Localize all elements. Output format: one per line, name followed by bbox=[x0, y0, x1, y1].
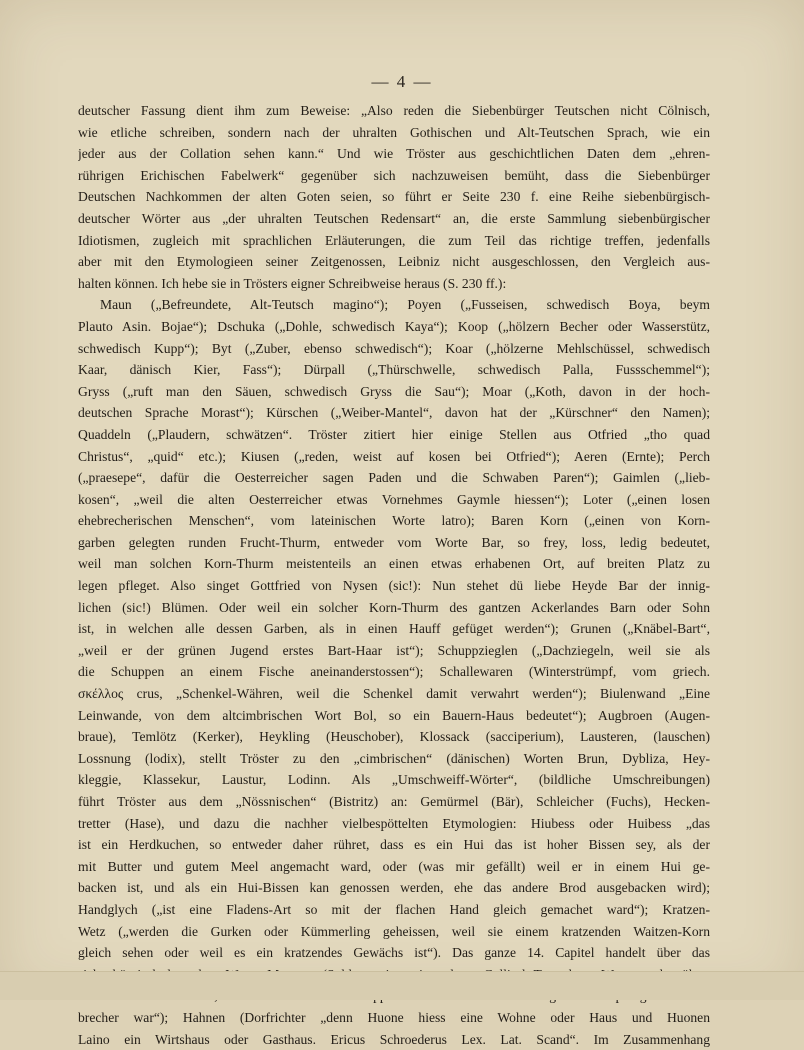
text-line: halten können. Ich hebe sie in Trösters eigner Schreibweise heraus (S. 230 ff.): bbox=[78, 275, 507, 291]
text-line: deutschen Sprache Morast“); Kürschen („Weiber-Mantel“, davon hat der „Kürschner“ den Namen); bbox=[78, 405, 710, 421]
text-line: Lossnung (lodix), stellt Tröster zu den „cimbrischen“ (dänischen) Worten Brun, Dybliza, Hey- bbox=[78, 750, 710, 766]
text-line: rührigen Erichischen Fabelwerk“ gegenüber sich nachzuweisen bemüht, dass die Siebenbürger bbox=[78, 167, 710, 183]
text-line: Christus“, „quid“ etc.); Kiusen („reden, weist auf kosen bei Otfried“); Aeren (Ernte); Perch bbox=[78, 448, 710, 464]
text-line: ehebrecherischen Menschen“, vom lateinischen Worte latro); Baren Korn („einen von Korn- bbox=[78, 513, 710, 529]
text-line: backen ist, und als ein Hui-Bissen kan genossen werden, ehe das andere Brod ausgebacken wird); bbox=[78, 880, 710, 896]
text-line: die Schuppen an einem Fische aneinanderstossen“); Schallewaren (Winterstrümpf, vom griech. bbox=[78, 664, 710, 680]
text-line: wie etliche schreiben, sondern nach der uhralten Gothischen und Alt-Teutschen Sprach, wie ein bbox=[78, 124, 710, 140]
text-line: weil man solchen Korn-Thurm meistenteils an einen etwas erhabenen Ort, auf breiten Platz zu bbox=[78, 556, 710, 572]
text-line: „weil er der grünen Jugend erstes Bart-Haar ist“); Schuppzieglen („Dachziegeln, weil sie als bbox=[78, 642, 710, 658]
text-line: mit Butter und gutem Meel angemacht ward, oder (was mir gefällt) weil er in einem Hui ge- bbox=[78, 858, 710, 874]
text-line: Wetz („werden die Gurken oder Kümmerling geheissen, weil sie einem kratzenden Waitzen-Korn bbox=[78, 923, 710, 939]
text-line: aber mit den Etymologieen seiner Zeitgenossen, Leibniz nicht ausgeschlossen, den Vergleich aus- bbox=[78, 254, 710, 270]
page-bottom-edge bbox=[0, 971, 804, 1000]
text-line: Plauto Asin. Bojae“); Dschuka („Dohle, schwedisch Kaya“); Koop („hölzern Becher oder Wasserstütz, bbox=[78, 318, 710, 334]
text-line: lichen (sic!) Blümen. Oder weil ein solcher Korn-Thurm des gantzen Ackerlandes Barn oder Sohn bbox=[78, 599, 710, 615]
text-line: Idiotismen, zugleich mit sprachlichen Erläuterungen, die zum Teil das richtige treffen, jedenfalls bbox=[78, 232, 710, 248]
text-line: Kaar, dänisch Kier, Fass“); Dürpall („Thürschwelle, schwedisch Palla, Fussschemmel“); bbox=[78, 362, 710, 378]
text-line: garben gelegten runden Frucht-Thurm, entweder vom Worte Bar, so frey, loss, ledig bedeutet, bbox=[78, 534, 710, 550]
text-line: ist, in welchen alle dessen Garben, als in einen Hauff gefüget werden“); Grunen („Knäbel-Bart“, bbox=[78, 621, 710, 637]
text-line: σκέλλος crus, „Schenkel-Währen, weil die Schenkel damit verwahrt werden“); Biulenwand „Eine bbox=[78, 686, 710, 702]
text-line: ist ein Herdkuchen, so entweder daher rühret, dass es ein Hui das ist hoher Bissen sey, als der bbox=[78, 837, 710, 853]
text-line: legen pfleget. Also singet Gottfried von Nysen (sic!): Nun stehet dü liebe Heyde Bar der innig- bbox=[78, 578, 710, 594]
text-line: deutscher Fassung dient ihm zum Beweise: „Also reden die Siebenbürger Teutschen nicht Cölnisch, bbox=[78, 103, 710, 118]
text-line: schwedisch Kupp“); Byt („Zuber, ebenso schwedisch“); Koar („hölzerne Mehlschüssel, schwedisch bbox=[78, 340, 710, 356]
text-line: brecher war“); Hahnen (Dorfrichter „denn Huone hiess eine Wohne oder Haus und Huonen bbox=[78, 1009, 710, 1025]
page-number: — 4 — bbox=[371, 72, 433, 91]
text-line: Maun („Befreundete, Alt-Teutsch magino“); Poyen („Fusseisen, schwedisch Boya, beym bbox=[100, 297, 710, 313]
text-line: jeder aus der Collation sehen kann.“ Und wie Tröster aus geschichtlichen Daten dem „ehren- bbox=[78, 146, 710, 162]
text-line: braue), Temlötz (Kerker), Heykling (Heuschober), Klossack (sacciperium), Lausteren, (lauschen) bbox=[78, 729, 710, 745]
body-text bbox=[78, 100, 710, 1050]
text-line: führt Tröster aus dem „Nössnischen“ (Bistritz) an: Gemürmel (Bär), Schleicher (Fuchs), Hecken- bbox=[78, 794, 710, 809]
text-line: Deutschen Nachkommen der alten Goten seien, so führt er Seite 230 f. eine Reihe siebenbürgisch- bbox=[78, 189, 710, 205]
text-line: Gryss („ruft man den Säuen, schwedisch Gryss die Sau“); Moar („Koth, davon in der hoch- bbox=[78, 383, 710, 399]
text-line: kosen“, „weil die alten Oesterreicher etwas Vornehmes Gaymle hiessen“); Loter („einen losen bbox=[78, 491, 710, 507]
text-line: deutscher Wörter aus „der uhralten Teutschen Redensart“ an, die erste Sammlung siebenbürgischer bbox=[78, 210, 710, 226]
text-line: Laino ein Wirtshaus oder Gasthaus. Ericus Schroederus Lex. Lat. Scand“. Im Zusammenhang bbox=[78, 1031, 710, 1047]
text-line: kleggie, Klassekur, Laustur, Lodinn. Als „Umschweiff-Wörter“, (bildliche Umschreibungen) bbox=[78, 772, 710, 788]
text-line: tretter (Hase), und dazu die nachher vielbespöttelten Etymologien: Hiubess oder Huibess „das bbox=[78, 815, 710, 831]
text-line: („praesepe“, dafür die Oesterreicher sagen Paden und die Schwaben Paren“); Gaimlen („lieb- bbox=[78, 470, 710, 486]
text-line: gleich sehen oder weil es ein kratzendes Gewächs ist“). Das ganze 14. Capitel handelt über das bbox=[78, 945, 710, 961]
text-line: Handglych („ist eine Fladens-Art so mit der flachen Hand gleich gemachet ward“); Kratzen- bbox=[78, 901, 710, 917]
text-line: Leinwande, von dem altcimbrischen Wort Bol, so ein Bauern-Haus bedeutet“); Augbroen (Augen- bbox=[78, 707, 710, 723]
text-line: Quaddeln („Plaudern, schwätzen“. Tröster zitiert hier einige Stellen aus Otfried „tho quad bbox=[78, 426, 710, 442]
